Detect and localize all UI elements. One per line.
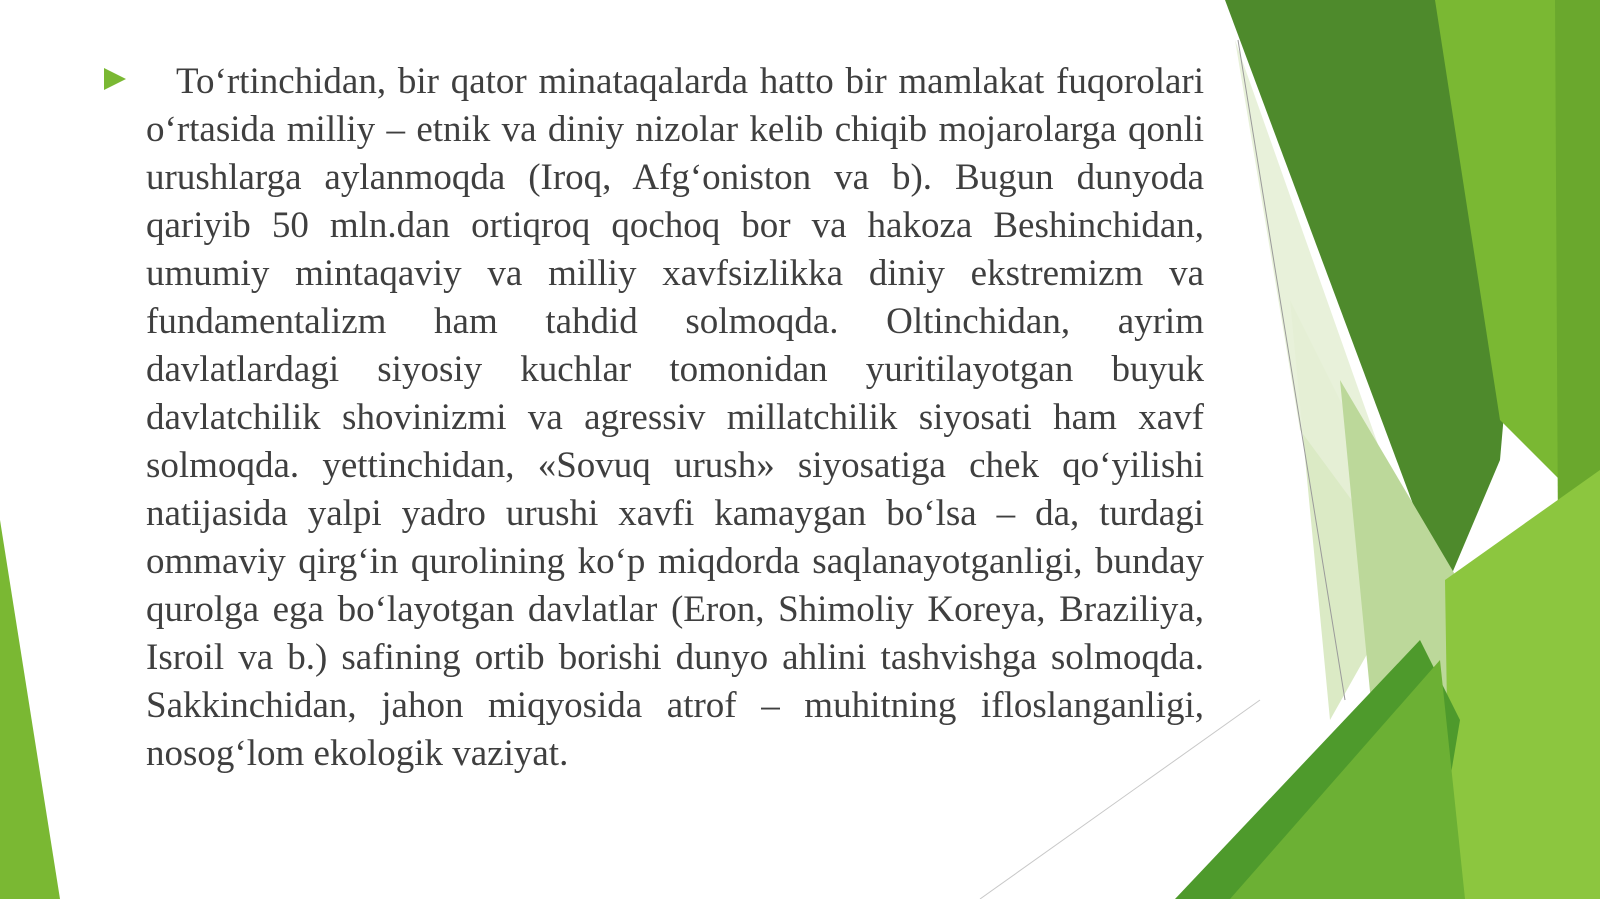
bullet-triangle-icon	[104, 68, 126, 90]
slide-body-paragraph: To‘rtinchidan, bir qator minataqalarda hatto bir mamlakat fuqorolari o‘rtasida milliy – etnik va diniy nizolar kelib chiqib mojarolarga qonli urushlarga aylanmoqda (Iroq, Afg‘oniston va b). Bugun dunyoda qariyib 50 mln.dan ortiqroq qochoq bor va hakoza Beshinchidan, umumiy mintaqaviy va milliy xavfsizlikka diniy ekstremizm va fundamentalizm ham tahdid solmoqda. Oltinchidan, ayrim davlatlardagi siyosiy kuchlar tomonidan yuritilayotgan buyuk davlatchilik shovinizmi va agressiv millatchilik siyosati ham xavf solmoqda. yettinchidan, «Sovuq urush» siyosatiga chek qo‘yilishi natijasida yalpi yadro urushi xavfi kamaygan bo‘lsa – da, turdagi ommaviy qirg‘in qurolining ko‘p miqdorda saqlanayotganligi, bunday qurolga ega bo‘layotgan davlatlar (Eron, Shimoliy Koreya, Braziliya, Isroil va b.) safining ortib borishi dunyo ahlini tashvishga solmoqda. Sakkinchidan, jahon miqyosida atrof – muhitning ifloslanganligi, nosog‘lom ekologik vaziyat.	[146, 61, 1204, 774]
bottom-mid-wedge	[1230, 660, 1465, 899]
left-green-wedge	[0, 520, 60, 899]
